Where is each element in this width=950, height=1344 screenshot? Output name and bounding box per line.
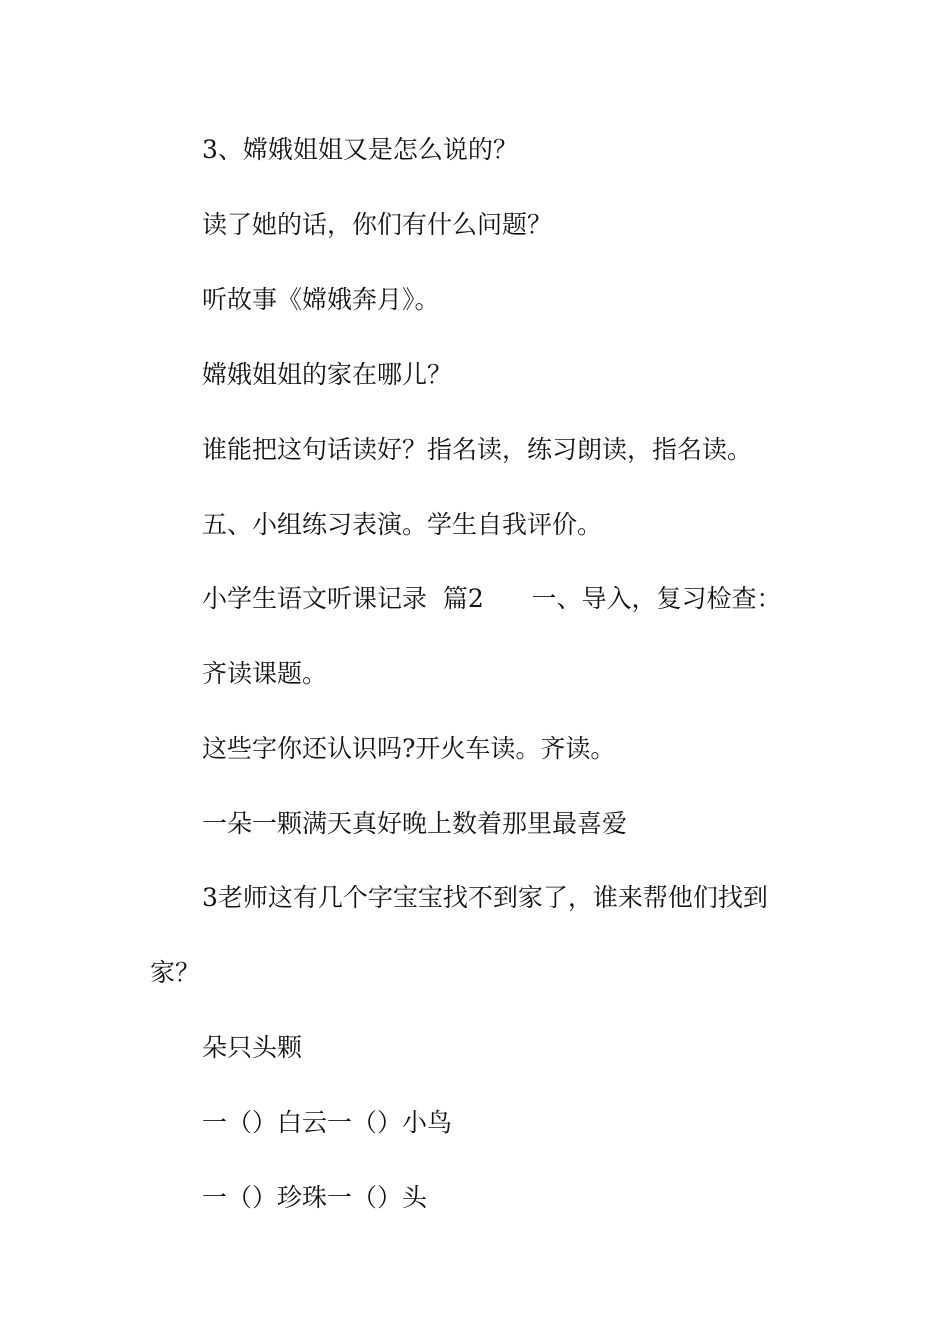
paragraph-line: 齐读课题。 [202, 659, 328, 688]
paragraph-line: 听故事《嫦娥奔月》。 [202, 285, 440, 314]
paragraph-line: 3、嫦娥姐姐又是怎么说的？ [202, 135, 518, 164]
paragraph-line: 五、小组练习表演。学生自我评价。 [202, 510, 603, 539]
paragraph-line: 朵只头颗 [202, 1033, 303, 1062]
paragraph-line: 这些字你还认识吗?开火车读。齐读。 [202, 734, 616, 763]
paragraph-line: 3老师这有几个字宝宝找不到家了，谁来帮他们找到 [202, 883, 768, 912]
paragraph-line: 一（）白云一（）小鸟 [202, 1108, 453, 1137]
paragraph-line: 一（）珍珠一（）头 [202, 1183, 428, 1212]
paragraph-line: 嫦娥姐姐的家在哪儿？ [202, 360, 453, 389]
paragraph-line: 谁能把这句话读好？指名读，练习朗读，指名读。 [202, 435, 753, 464]
paragraph-line: 读了她的话，你们有什么问题？ [202, 210, 553, 239]
paragraph-line: 一朵一颗满天真好晚上数着那里最喜爱 [202, 809, 628, 838]
section-heading-line: 小学生语文听课记录 篇2 一、导入，复习检查： [202, 584, 782, 613]
paragraph-line-continuation: 家？ [150, 958, 201, 987]
